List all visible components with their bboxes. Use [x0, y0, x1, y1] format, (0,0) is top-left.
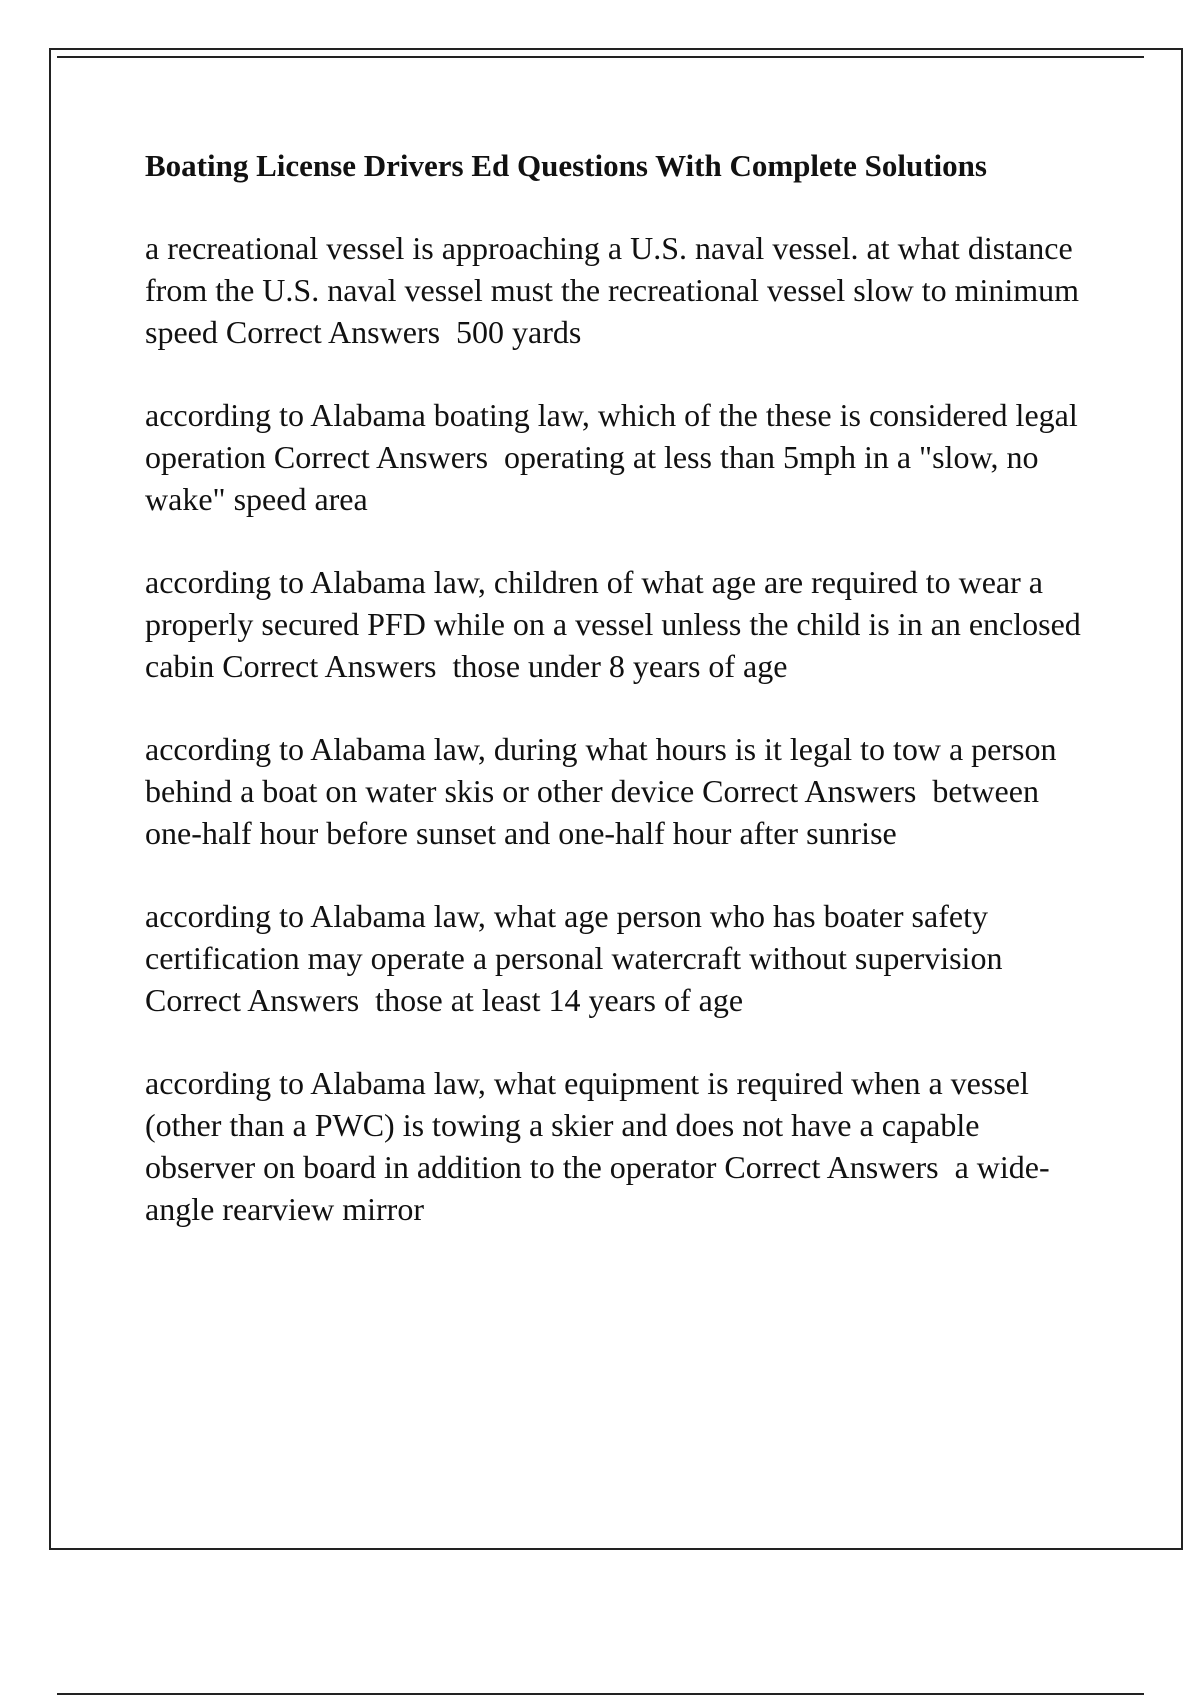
qa-item: according to Alabama boating law, which of the these is considered legal operation Correct Answers operating at less than 5mph in a "slow, no wake" speed area: [145, 397, 1086, 517]
bottom-rule: [57, 1693, 1144, 1695]
top-rule: [57, 56, 1144, 58]
document-title: Boating License Drivers Ed Questions With Complete Solutions: [145, 148, 987, 183]
qa-item: according to Alabama law, what equipment is required when a vessel (other than a PWC) is towing a skier and does not have a capable observer on board in addition to the operator Correct Answers a wide-angle rearview mirror: [145, 1065, 1050, 1227]
qa-item: according to Alabama law, children of what age are required to wear a properly secured PFD while on a vessel unless the child is in an enclosed cabin Correct Answers those under 8 years of age: [145, 564, 1089, 684]
qa-item: according to Alabama law, what age person who has boater safety certification may operate a personal watercraft without supervision Correct Answers those at least 14 years of age: [145, 898, 1011, 1018]
document-body: [145, 145, 1095, 1271]
qa-item: according to Alabama law, during what hours is it legal to tow a person behind a boat on water skis or other device Correct Answers between one-half hour before sunset and one-half hour after sunrise: [145, 731, 1065, 851]
qa-item: a recreational vessel is approaching a U.S. naval vessel. at what distance from the U.S. naval vessel must the recreational vessel slow to minimum speed Correct Answers 500 yards: [145, 230, 1088, 350]
